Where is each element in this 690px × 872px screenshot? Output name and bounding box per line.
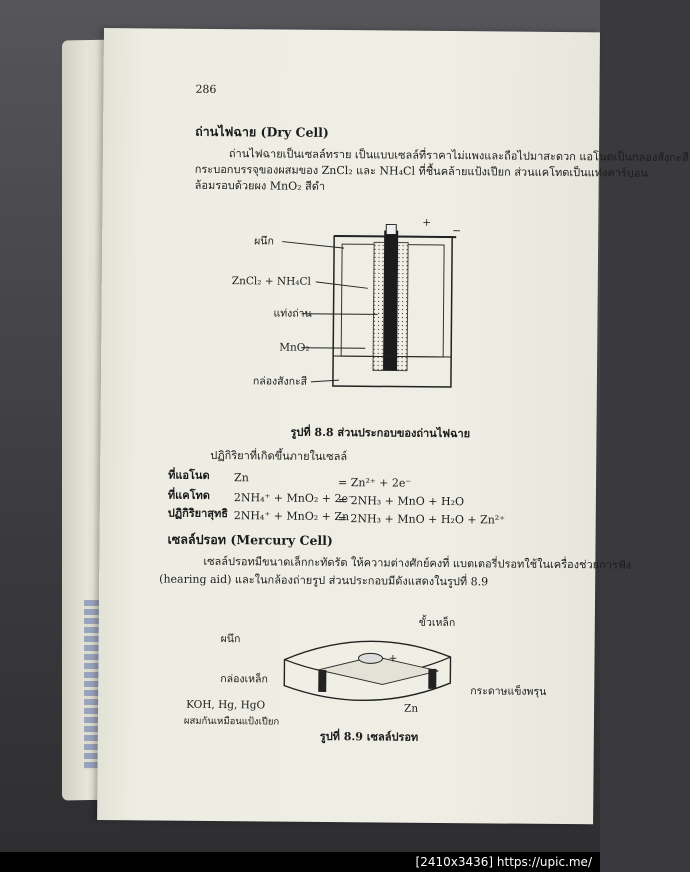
label-seal-2: ผนึก: [220, 633, 241, 646]
image-footer-bar: [0, 852, 600, 872]
paragraph-line: ถ่านไฟฉายเป็นเซลล์ทราย เป็นแบบเซลล์ที่ราคาไม่แพงและถือไปมาสะดวก แอโนดเป็นกล่องสังกะสี: [228, 147, 689, 165]
reaction-label: ที่แอโนด: [168, 468, 210, 482]
label-koh-note: ผสมกันเหมือนแป้งเปียก: [183, 715, 280, 728]
label-koh: KOH, Hg, HgO: [186, 698, 266, 712]
paragraph-line: กระบอกบรรจุของผสมของ ZnCl₂ และ NH₄Cl ที่ชื้นคล้ายแป้งเปียก ส่วนแคโทดเป็นแท่งคาร์บอน: [194, 162, 648, 180]
reaction-right: = 2NH₃ + MnO + H₂O + Zn²⁺: [337, 512, 506, 527]
minus-sign: −: [452, 225, 462, 238]
reactions-intro: ปฏิกิริยาที่เกิดขึ้นภายในเซลล์: [210, 448, 348, 464]
section-heading-dry-cell: ถ่านไฟฉาย (Dry Cell): [195, 123, 329, 140]
reaction-label: ปฏิกิริยาสุทธิ: [167, 506, 229, 521]
label-zinc-case: กล่องสังกะสี: [252, 375, 308, 388]
paragraph-line: (hearing aid) และในกล้องถ่ายรูป ส่วนประกอบมีดังแสดงในรูปที่ 8.9: [159, 572, 489, 589]
label-porous-paper: กระดาษแข็งพรุน: [470, 685, 547, 698]
label-paste: ZnCl₂ + NH₄Cl: [231, 275, 311, 288]
reaction-left: Zn: [234, 471, 249, 485]
section-heading-mercury-cell: เซลล์ปรอท (Mercury Cell): [167, 531, 333, 549]
label-steel-case: กล่องเหล็ก: [220, 673, 268, 686]
plus-sign: +: [422, 216, 432, 229]
diagram-leader-lines: [281, 230, 402, 391]
plus-sign-2: +: [388, 652, 398, 665]
label-steel-pole: ขั้วเหล็ก: [418, 616, 456, 630]
reaction-right: = 2NH₃ + MnO + H₂O: [337, 494, 465, 509]
figure-caption-8-8: รูปที่ 8.8 ส่วนประกอบของถ่านไฟฉาย: [290, 425, 471, 441]
figure-caption-8-9: รูปที่ 8.9 เซลล์ปรอท: [319, 729, 419, 744]
reaction-left: 2NH₄⁺ + MnO₂ + Zn: [233, 509, 350, 524]
page-number: 286: [195, 82, 217, 96]
reaction-right: = Zn²⁺ + 2e⁻: [337, 476, 412, 490]
label-mno2: MnO₂: [279, 341, 310, 354]
footer-text: [2410x3436] https://upic.me/: [415, 855, 592, 869]
reaction-label: ที่แคโทด: [167, 488, 210, 502]
label-zn: Zn: [404, 702, 419, 715]
reaction-left: 2NH₄⁺ + MnO₂ + 2e⁻: [233, 491, 354, 506]
label-carbon-rod: แท่งถ่าน: [273, 307, 312, 320]
mercury-cell-diagram: [278, 630, 459, 722]
label-seal: ผนึก: [254, 235, 274, 248]
paragraph-line: ล้อมรอบด้วยผง MnO₂ สีดำ: [194, 178, 326, 193]
paragraph-line: เซลล์ปรอทมีขนาดเล็กกะทัดรัด ให้ความต่างศักย์คงที่ แบตเตอรี่ปรอทใช้ในเครื่องช่วยการฟัง: [203, 554, 632, 572]
book-page: [97, 28, 689, 824]
